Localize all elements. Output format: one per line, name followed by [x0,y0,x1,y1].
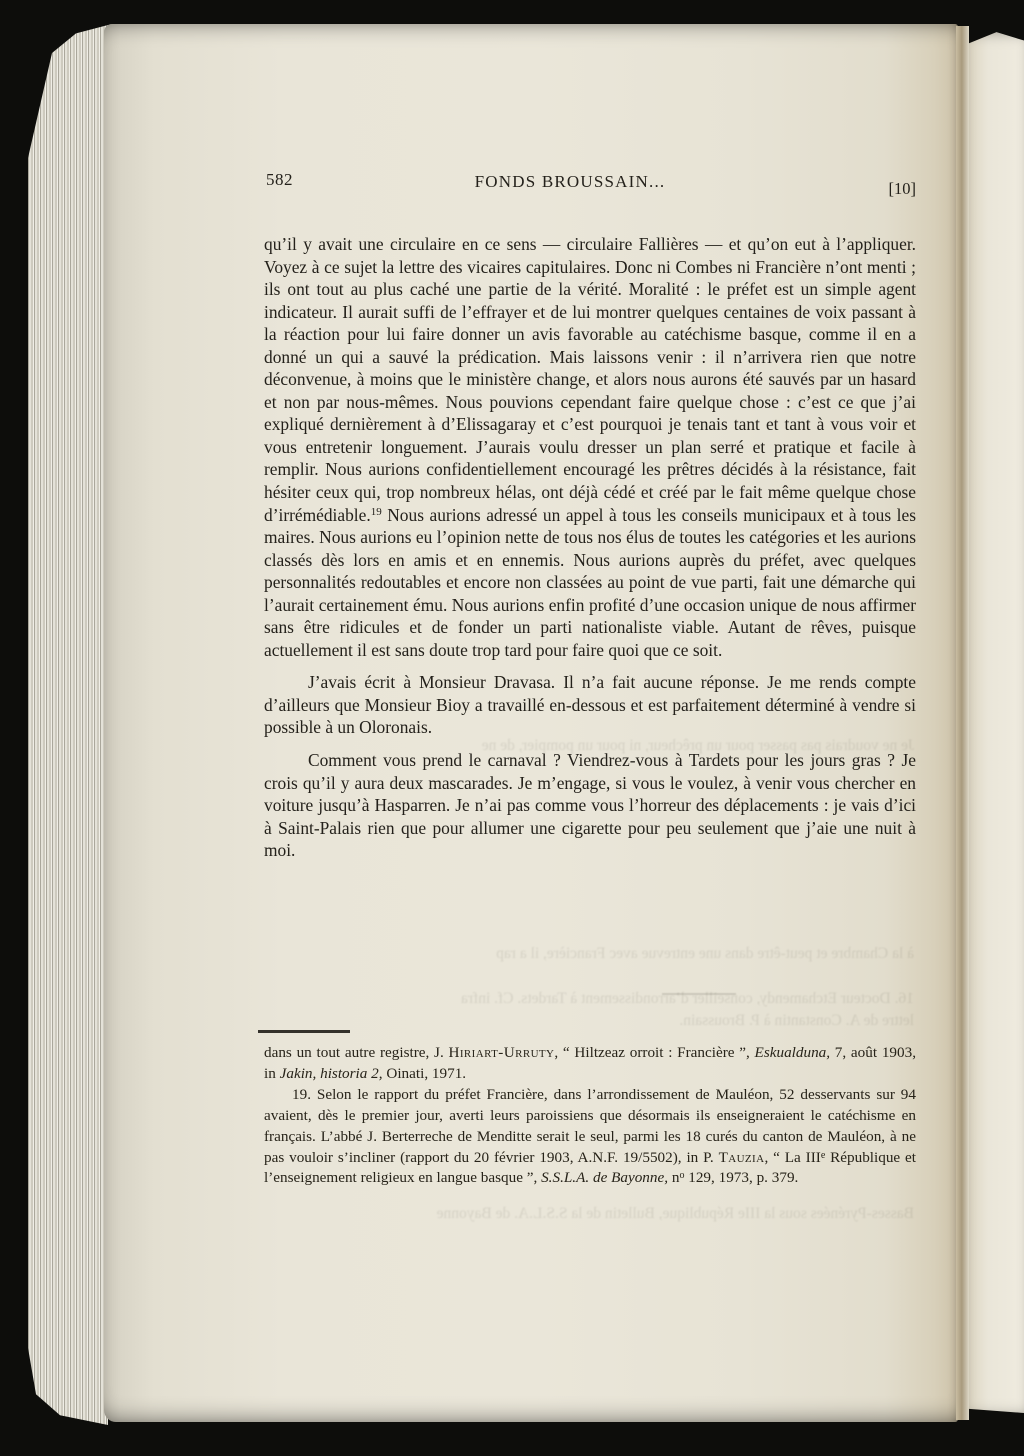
footnote-continuation [264,1043,916,1085]
facing-page-sliver [969,28,1024,1420]
paragraph-1-text: qu’il y avait une circulaire en ce sens — circulaire Fallières — et qu’on eut à l’appliquer. Voyez à ce sujet la lettre des vicaires capitulaires. Donc ni Combes ni Francière n’ont menti ; ils ont tout au plus caché une partie de la vérité. Moralité : le préfet est un simple agent indicateur. Il aurait suffi de l’effrayer et de lui montrer quelques centaines de voix passant à la réaction pour lui faire donner un avis favorable au catéchisme basque, comme il en a donné un qui a sauvé la prédication. Mais laissons venir : il n’arrivera rien que notre déconvenue, à moins que le ministère change, et alors nous aurons été sauvés par un hasard et non par nous-mêmes. Nous pouvions cependant faire quelque chose : c’est ce que j’ai expliqué dernièrement à d’Elissagaray et c’est pourquoi je tenais tant et tant à vous voir et vous entretenir longuement. J’aurais voulu dresser un plan serré et pratique et facile à remplir. Nous aurions confidentiellement encouragé les prêtres décidés à la résistance, fait hésiter ceux qui, trop nombreux hélas, ont déjà cédé et créé par le fait même quelque chose d’irrémédiable. [264,234,916,525]
footnote-author-smallcaps: Tauzia [718,1148,765,1166]
footnote-19 [264,1085,916,1190]
footnote-text: Oinati, 1971. [382,1064,467,1082]
footnote-author-smallcaps: Hiriart-Urruty [448,1044,555,1061]
paragraph-1-continued: Nous aurions adressé un appel à tous les conseils municipaux et à tous les maires. Nous aurions eu l’opinion nette de tous nos élus de toutes les catégories et les aurions classés dès lors en amis et en ennemis. Nous aurions auprès du préfet, avec quelques personnalités redoutables et encore non classées au point de vue parti, fait une démarche qui l’aurait certainement ému. Nous aurions enfin profité d’une occasion unique de nous affirmer sans être ridicules et de fonder un parti nationaliste viable. Autant de rêves, puisque actuellement il est sans doute trop tard pour faire quoi que ce soit. [264,504,916,660]
page-number: 582 [266,170,293,189]
footnote-text: 129, 1973, p. 379. [684,1169,799,1187]
footnote-work-italic: Jakin, historia 2, [279,1064,383,1082]
footnote-text: République et l’enseignement religieux en langue basque ”, [264,1148,916,1187]
footnote-text: , “ La III [764,1148,821,1166]
running-title: FONDS BROUSSAIN... [474,172,666,191]
body-text [264,233,916,862]
paragraph-2: J’avais écrit à Monsieur Dravasa. Il n’a fait aucune réponse. Je me rends compte d’ailleurs que Monsieur Bioy a travaillé en-dessous et est parfaitement déterminé à vendre si possible à un Oloronais. [264,672,916,738]
footnote-separator-rule [258,1030,350,1033]
ordinal-superscript: o [679,1170,685,1182]
page-stack-edges [28,25,108,1425]
ghost-text: 16. Docteur Etchamendy, conseiller d’arrondissement à Tardets. Cf. infra [461,990,914,1007]
ghost-text: Je ne voudrais pas passer pour un prêcheur, ni pour un pompier, de ne [481,737,914,754]
book-gutter-crease [956,26,969,1420]
book-page [104,24,958,1422]
ghost-text: lettre de A. Constantin à P. Broussain. [679,1012,914,1029]
document-number: [10] [888,179,916,198]
ghost-text: à la Chambre et peut-être dans une entrevue avec Francière, il a rap [496,945,914,962]
footnote-text: dans un tout autre registre, J. [264,1044,449,1061]
footnote-text: 7, août 1903, in [264,1044,916,1082]
ordinal-superscript: e [820,1149,826,1161]
text-column [264,24,916,1422]
footnote-journal-italic: Eskualduna, [754,1044,831,1061]
footnote-journal-italic: S.S.L.A. de Bayonne, [541,1169,669,1187]
ghost-text: Basses-Pyrénées sous la IIIe République, Bulletin de la S.S.L.A. de Bayonne [436,1205,914,1222]
footnote-reference-19: 19 [370,505,382,518]
footnote-text: , “ Hiltzeaz orroit : Francière ”, [554,1044,755,1061]
paragraph-1 [264,233,916,661]
paragraph-3: Comment vous prend le carnaval ? Viendrez-vous à Tardets pour les jours gras ? Je crois qu’il y aura deux mascarades. Je m’engage, si vous le voulez, à venir vous chercher en voiture jusqu’à Hasparren. Je n’ai pas comme vous l’horreur des déplacements : je vais d’ici à Saint-Palais rien que pour allumer une cigarette pour peu seulement que j’aie une nuit à moi. [264,750,916,861]
footnote-text: n [668,1169,680,1187]
footnotes [264,1043,916,1189]
footnote-text: 19. Selon le rapport du préfet Francière, dans l’arrondissement de Mauléon, 52 desservants sur 94 avaient, dès le premier jour, averti leurs paroissiens que désormais ils enseigneraient le catéchisme en français. L’abbé J. Berterreche de Menditte serait le seul, parmi les 18 curés du canton de Mauléon, à ne pas vouloir s’incliner (rapport du 20 février 1903, A.N.F. 19/5502), in P. [264,1085,916,1166]
